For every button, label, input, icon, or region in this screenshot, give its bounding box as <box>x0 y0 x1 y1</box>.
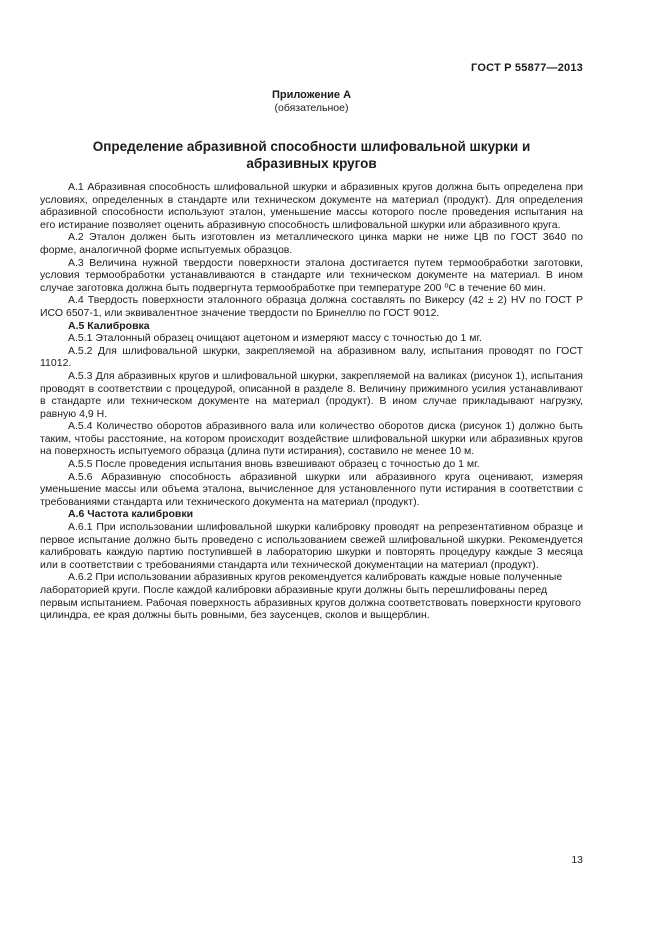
paragraph-a5-3: А.5.3 Для абразивных кругов и шлифовальной шкурки, закрепляемой на валиках (рисунок 1), испытания проводят в соответствии с процедурой, описанной в разделе 8. Величину прижимного усилия устанавливают в стандарте или техническом документе на материал (продукт). В ином случае прикладывают нагрузку, равную 4,9 Н. <box>40 369 583 420</box>
paragraph-a6-1: А.6.1 При использовании шлифовальной шкурки калибровку проводят на репрезентативном образце и первое испытание должно быть проведено с использованием свежей шлифовальной шкурки. Рекомендуется калибровать каждую партию поступившей в лабораторию шкурки и повторять процедуру каждые 3 месяца или в соответствии с требованиями стандарта или технической документации на материал (продукт). <box>40 521 583 571</box>
standard-reference: ГОСТ Р 55877—2013 <box>471 62 583 74</box>
appendix-subtitle: (обязательное) <box>274 102 349 114</box>
page-title-text: Определение абразивной способности шлифовальной шкурки и абразивных кругов <box>92 139 531 171</box>
appendix-label: Приложение А <box>271 89 352 101</box>
heading-a5: А.5 Калибровка <box>68 319 150 332</box>
paragraph-a1: А.1 Абразивная способность шлифовальной шкурки и абразивных кругов должна быть определена при условиях, определенных в стандарте или техническом документе на материал (продукт). Для определения абразивной способности используют эталон, уменьшение массы которого после проведения испытания на его истирание позволяет оценить абразивную способность шлифовальной шкурки или абразивного круга. <box>40 181 583 231</box>
paragraphs <box>40 181 583 622</box>
heading-a6: А.6 Частота калибровки <box>68 508 194 521</box>
paragraph-a5-6: А.5.6 Абразивную способность абразивной шкурки или абразивного круга оценивают, измеряя уменьшение массы или объема эталона, вычисленное для установленного пути истирания в соответствии с требованиями стандарта или технического документа на материал (продукт). <box>40 470 583 508</box>
paragraph-a5-4: А.5.4 Количество оборотов абразивного вала или количество оборотов диска (рисунок 1) должно быть таким, чтобы расстояние, на котором происходит воздействие шлифовальной шкурки или абразивных кругов на поверхность испытуемого образца (длина пути истирания), составило не менее 10 м. <box>40 420 583 458</box>
paragraph-a3: А.3 Величина нужной твердости поверхности эталона достигается путем термообработки заготовки, условия термообработки устанавливаются в стандарте или техническом документе на материал. В ином случае заготовка должна быть подвергнута термообработке при температуре 200 ⁰С в течение 60 мин. <box>40 256 583 294</box>
paragraph-a5-1: А.5.1 Эталонный образец очищают ацетоном и измеряют массу с точностью до 1 мг. <box>68 332 482 345</box>
paragraph-a6-2: А.6.2 При использовании абразивных кругов рекомендуется калибровать каждые новые полученные лабораторией круги. После каждой калибровки абразивные круги должны быть перешлифованы перед первым испытанием. Рабочая поверхность абразивных кругов должна соответствовать поверхности кругового цилиндра, ее края должны быть ровными, без заусенцев, сколов и выщерблин. <box>40 571 582 622</box>
page-number: 13 <box>571 854 583 866</box>
paragraph-a4: А.4 Твердость поверхности эталонного образца должна составлять по Викерсу (42 ± 2) HV по ГОСТ Р ИСО 6507-1, или эквивалентное значение твердости по Бринеллю по ГОСТ 9012. <box>40 294 583 319</box>
paragraph-a5-2: А.5.2 Для шлифовальной шкурки, закрепляемой на абразивном валу, испытания проводят по ГОСТ 11012. <box>40 344 583 370</box>
page-title <box>40 138 583 172</box>
paragraph-a5-5: А.5.5 После проведения испытания вновь взвешивают образец с точностью до 1 мг. <box>68 458 480 471</box>
paragraph-a2: А.2 Эталон должен быть изготовлен из металлического цинка марки не ниже ЦВ по ГОСТ 3640 по форме, аналогичной форме испытуемых образцов. <box>40 231 583 256</box>
